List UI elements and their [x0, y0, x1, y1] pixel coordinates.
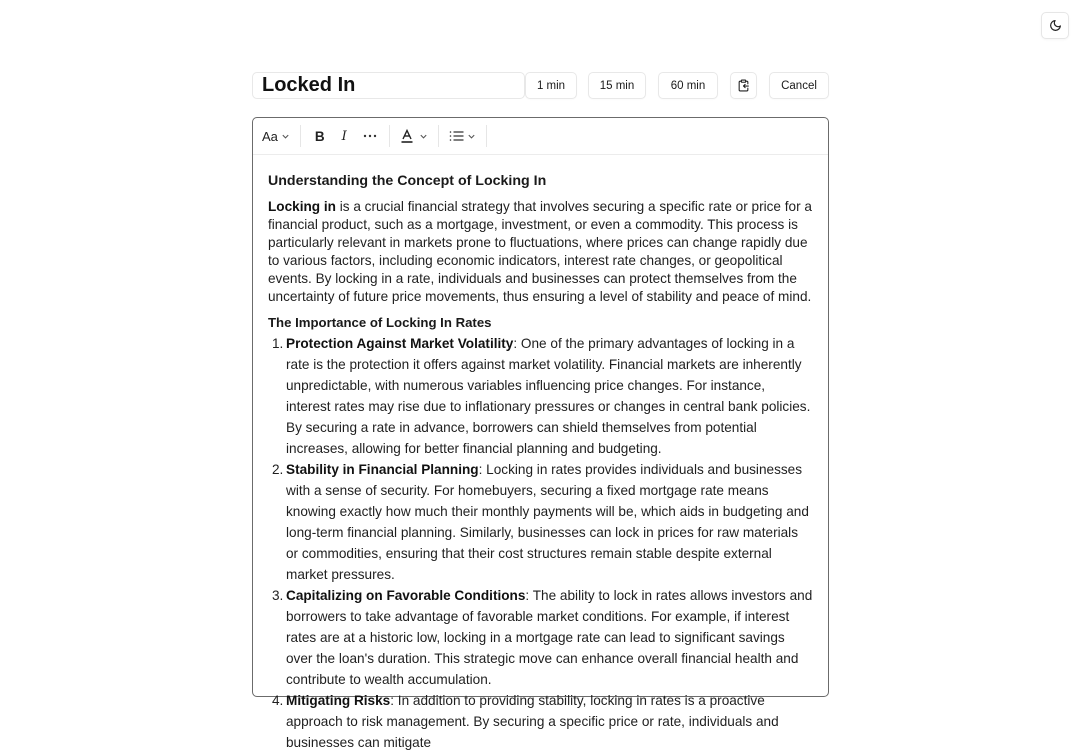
document-subheading: The Importance of Locking In Rates — [268, 315, 492, 330]
list-item-text: : One of the primary advantages of locking in a rate is the protection it offers against market volatility. Financial markets are inherently unpredictable, with numerous variables influencing price changes. For instance, interest rates may rise due to inflationary pressures or changes in central bank policies. By securing a rate in advance, borrowers can shield themselves from potential increases, allowing for better financial planning and budgeting. — [286, 336, 811, 456]
list-icon — [449, 130, 464, 142]
list-number: 2. — [272, 462, 284, 477]
list-number: 3. — [272, 588, 284, 603]
text-color-icon — [400, 129, 414, 143]
list-item-text: : In addition to providing stability, locking in rates is a proactive approach to risk management. By securing a specific price or rate, individuals and businesses can mitigate — [286, 693, 779, 750]
chevron-down-icon — [467, 132, 476, 141]
intro-text: is a crucial financial strategy that involves securing a specific rate or price for a financial product, such as a mortgage, investment, or even a commodity. This process is particularly relevant in markets prone to fluctuations, where prices can change rapidly due to various factors, including economic indicators, interest rate changes, or geopolitical events. By locking in a rate, individuals and businesses can protect themselves from the uncertainty of future price movements, thus ensuring a level of stability and peace of mind. — [268, 199, 812, 304]
font-size-label: Aa — [262, 128, 278, 144]
list-item-title: Stability in Financial Planning — [286, 462, 479, 477]
editor-content[interactable] — [253, 155, 828, 753]
document-heading: Understanding the Concept of Locking In — [268, 173, 547, 189]
editor-toolbar — [253, 118, 828, 155]
cancel-button[interactable]: Cancel — [769, 72, 829, 99]
bold-icon: B — [314, 128, 325, 144]
list-item-text: : The ability to lock in rates allows investors and borrowers to take advantage of favorable market conditions. For example, if interest rates are at a historic low, locking in a mortgage rate can lead to significant savings over the loan's duration. This strategic move can enhance overall financial health and contribute to wealth accumulation. — [286, 588, 813, 687]
moon-icon — [1049, 19, 1062, 32]
list-item-title: Capitalizing on Favorable Conditions — [286, 588, 526, 603]
chevron-down-icon — [419, 132, 428, 141]
bold-button[interactable] — [315, 124, 325, 148]
title-input[interactable] — [252, 72, 525, 99]
list-item-title: Protection Against Market Volatility — [286, 336, 514, 351]
list-number: 1. — [272, 336, 284, 351]
italic-button[interactable] — [342, 124, 347, 148]
list-number: 4. — [272, 693, 284, 708]
list-dropdown[interactable] — [449, 124, 476, 148]
intro-paragraph — [268, 198, 813, 306]
toolbar-divider — [300, 125, 301, 147]
list-item — [272, 585, 813, 690]
text-color-dropdown[interactable] — [400, 124, 428, 148]
list-item — [272, 690, 813, 753]
more-formatting-button[interactable] — [363, 124, 377, 148]
list-item-title: Mitigating Risks — [286, 693, 391, 708]
toolbar-divider — [389, 125, 390, 147]
intro-bold-term: Locking in — [268, 199, 336, 214]
clipboard-paste-icon — [737, 79, 750, 92]
italic-icon: I — [341, 128, 347, 144]
toolbar-divider — [438, 125, 439, 147]
more-horizontal-icon — [363, 134, 377, 138]
list-item-text: : Locking in rates provides individuals and businesses with a sense of security. For homebuyers, securing a fixed mortgage rate means knowing exactly how much their monthly payments will be, which aids in budgeting and long-term financial planning. Similarly, businesses can lock in prices for raw materials or commodities, ensuring that their cost structures remain stable despite external market pressures. — [286, 462, 809, 582]
lock-60-min-button[interactable]: 60 min — [658, 72, 718, 99]
font-size-dropdown[interactable] — [262, 124, 290, 148]
theme-toggle-button[interactable] — [1041, 12, 1069, 39]
importance-list — [268, 333, 813, 753]
paste-button[interactable] — [730, 72, 757, 99]
lock-15-min-button[interactable]: 15 min — [588, 72, 646, 99]
list-item — [272, 459, 813, 585]
list-item — [272, 333, 813, 459]
lock-1-min-button[interactable]: 1 min — [525, 72, 577, 99]
toolbar-divider — [486, 125, 487, 147]
rich-text-editor[interactable] — [252, 117, 829, 750]
top-bar — [252, 72, 829, 99]
chevron-down-icon — [281, 132, 290, 141]
